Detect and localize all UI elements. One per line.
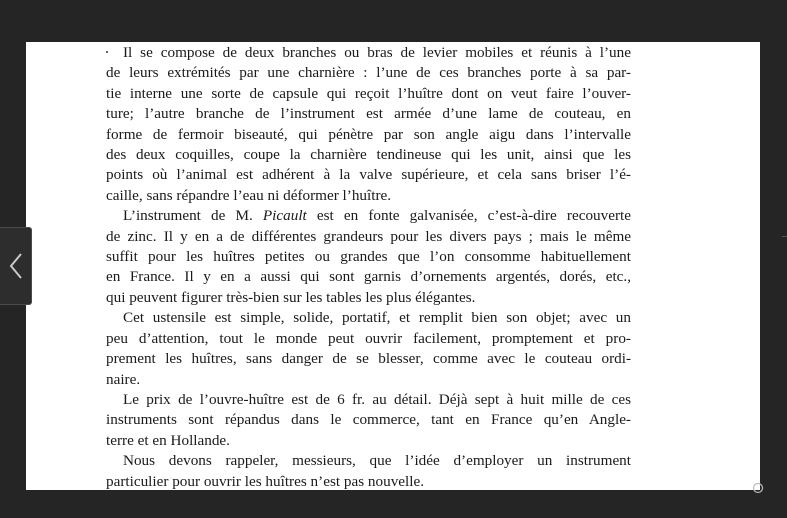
text-line: terre et en Hollande.: [106, 431, 230, 449]
text-line: des deux coquilles, coupe la charnière tendineuse qui les unit, ainsi que les: [106, 146, 631, 164]
text-line: Cet ustensile est simple, solide, portatif, et remplit bien son objet; avec un: [123, 309, 631, 327]
paragraph-1: [106, 43, 631, 206]
text-line: particulier pour ouvrir les huîtres n’est pas nouvelle.: [106, 472, 425, 490]
text-line: Le prix de l’ouvre-huître est de 6 fr. au détail. Déjà sept à huit mille de ces: [123, 390, 631, 408]
paragraph-2: [106, 206, 631, 308]
text-line: qui peuvent figurer très-bien sur les tables les plus élégantes.: [106, 288, 476, 306]
text-line: en France. Il y en a aussi qui sont garnis d’ornements argentés, dorés, etc.,: [106, 268, 631, 286]
text-line: Nous devons rappeler, messieurs, que l’idée d’employer un instrument: [123, 452, 631, 470]
text-line: prement les huîtres, sans danger de se blesser, comme avec le couteau ordi-: [106, 350, 631, 368]
paragraph-4: [106, 390, 631, 451]
chevron-left-icon: [8, 251, 24, 281]
text-line: Il se compose de deux branches ou bras de levier mobiles et réunis à l’une: [123, 44, 631, 61]
text-line: forme de fermoir biseauté, qui pénètre par son angle aigu dans l’intervalle: [106, 125, 631, 143]
document-page: [26, 42, 760, 490]
next-page-edge[interactable]: [782, 236, 787, 237]
text-line: caille, sans répandre l’eau ni déformer l’huître.: [106, 186, 392, 204]
text-run: est en fonte galvanisée, c’est-à-dire recouverte: [306, 207, 631, 225]
text-line: ture; l’autre branche de l’instrument est armée d’une lame de couteau, en: [106, 105, 631, 123]
text-run: L’instrument de M.: [123, 207, 263, 225]
text-line: tie interne une sorte de capsule qui reçoit l’huître dont on veut faire l’ouver-: [106, 84, 631, 102]
text-line: instruments sont répandus dans le commerce, tant en France qu’en Angle-: [106, 411, 631, 429]
text-line: suffit pour les huîtres petites ou grandes que l’on consomme habituellement: [106, 248, 631, 266]
paragraph-3: [106, 308, 631, 390]
text-line: naire.: [106, 370, 141, 388]
text-line: [106, 206, 631, 226]
page-speck: [106, 51, 108, 53]
person-name: Picault: [262, 207, 307, 225]
paragraph-5: [106, 451, 631, 490]
page-text: [106, 42, 631, 490]
text-line: de zinc. Il y en a de différentes grandeurs pour les divers pays ; mais le même: [106, 227, 631, 245]
previous-page-button[interactable]: [0, 227, 32, 305]
text-line: de leurs extrémités par une charnière : l’une de ces branches porte à sa par-: [106, 64, 631, 82]
text-line: peu d’attention, tout le monde peut ouvrir facilement, promptement et pro-: [106, 329, 631, 347]
resize-handle-icon[interactable]: [752, 482, 764, 494]
text-line: points où l’animal est adhérent à la valve supérieure, et cela sans briser l’é-: [106, 166, 631, 184]
